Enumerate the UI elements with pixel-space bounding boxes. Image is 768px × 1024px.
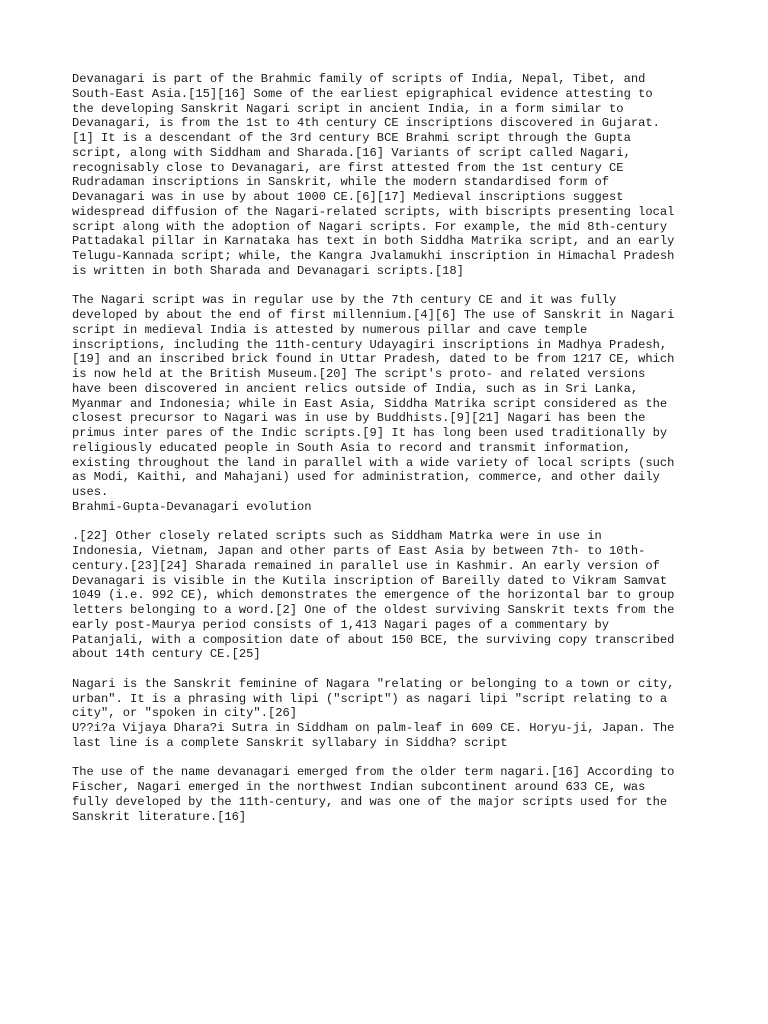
text-line: have been discovered in ancient relics outside of India, such as in Sri Lanka, (72, 381, 639, 396)
text-line: script in medieval India is attested by numerous pillar and cave temple (72, 322, 588, 337)
text-line: inscriptions, including the 11th-century Udayagiri inscriptions in Madhya Pradesh, (72, 337, 668, 352)
text-line: [19] and an inscribed brick found in Uttar Pradesh, dated to be from 1217 CE, which (72, 352, 675, 367)
text-line: script along with the adoption of Nagari scripts. For example, the mid 8th-century (72, 219, 668, 234)
text-line: urban". It is a phrasing with lipi ("script") as nagari lipi "script relating to a (72, 691, 668, 706)
paragraph-nagari-usage (72, 293, 712, 514)
text-line: U??i?a Vijaya Dhara?i Sutra in Siddham on palm-leaf in 609 CE. Horyu-ji, Japan. The (72, 721, 675, 735)
text-line: 1049 (i.e. 992 CE), which demonstrates the emergence of the horizontal bar to group (72, 588, 675, 603)
text-line: existing throughout the land in parallel with a wide variety of local scripts (such (72, 455, 675, 470)
text-line: religiously educated people in South Asia to record and transmit information, (72, 440, 631, 455)
text-line: letters belonging to a word.[2] One of the oldest surviving Sanskrit texts from the (72, 603, 675, 617)
text-line: script, along with Siddham and Sharada.[16] Variants of script called Nagari, (72, 145, 631, 160)
text-line: uses. (72, 485, 109, 499)
text-line: Devanagari is visible in the Kutila inscription of Bareilly dated to Vikram Samvat (72, 573, 668, 588)
text-line: is now held at the British Museum.[20] The script's proto- and related versions (72, 367, 646, 381)
text-line: is written in both Sharada and Devanagari scripts.[18] (72, 263, 464, 278)
text-line: The Nagari script was in regular use by the 7th century CE and it was fully (72, 293, 617, 308)
text-line: recognisably close to Devanagari, are first attested from the 1st century CE (72, 160, 624, 175)
text-line: .[22] Other closely related scripts such as Siddham Matrka were in use in (72, 529, 602, 544)
text-line: the developing Sanskrit Nagari script in ancient India, in a form similar to (72, 101, 624, 116)
text-line: last line is a complete Sanskrit syllabary in Siddha? script (72, 735, 508, 750)
text-line: [1] It is a descendant of the 3rd century BCE Brahmi script through the Gupta (72, 131, 631, 145)
text-line: Telugu-Kannada script; while, the Kangra Jvalamukhi inscription in Himachal Pradesh (72, 249, 675, 263)
text-line: fully developed by the 11th-century, and was one of the major scripts used for the (72, 794, 668, 809)
text-line: about 14th century CE.[25] (72, 647, 261, 662)
text-line: early post-Maurya period consists of 1,413 Nagari pages of a commentary by (72, 617, 610, 632)
text-line: developed by about the end of first millennium.[4][6] The use of Sanskrit in Nagari (72, 308, 675, 322)
paragraph-related-scripts (72, 529, 712, 662)
text-line: widespread diffusion of the Nagari-related scripts, with biscripts presenting local (72, 204, 675, 219)
text-line: Patanjali, with a composition date of about 150 BCE, the surviving copy transcribed (72, 632, 675, 647)
text-line: century.[23][24] Sharada remained in parallel use in Kashmir. An early version of (72, 558, 660, 573)
text-line: Indonesia, Vietnam, Japan and other parts of East Asia by between 7th- to 10th- (72, 544, 646, 558)
text-line: as Modi, Kaithi, and Mahajani) used for administration, commerce, and other daily (72, 470, 660, 485)
paragraph-etymology (72, 677, 712, 751)
text-line: The use of the name devanagari emerged from the older term nagari.[16] According to (72, 765, 675, 780)
text-line: Nagari is the Sanskrit feminine of Nagara "relating or belonging to a town or city, (72, 676, 675, 691)
paragraph-origins (72, 72, 712, 279)
text-line: Devanagari, is from the 1st to 4th century CE inscriptions discovered in Gujarat. (72, 116, 660, 131)
paragraph-name-devanagari (72, 765, 712, 824)
text-line: Devanagari was in use by about 1000 CE.[6][17] Medieval inscriptions suggest (72, 190, 624, 204)
text-line: Sanskrit literature.[16] (72, 809, 247, 824)
text-line: Pattadakal pillar in Karnataka has text in both Siddha Matrika script, and an early (72, 234, 675, 249)
text-line: Rudradaman inscriptions in Sanskrit, while the modern standardised form of (72, 175, 610, 190)
text-line: Myanmar and Indonesia; while in East Asia, Siddha Matrika script considered as the (72, 396, 668, 411)
text-line: Devanagari is part of the Brahmic family of scripts of India, Nepal, Tibet, and (72, 72, 646, 86)
text-line: South-East Asia.[15][16] Some of the earliest epigraphical evidence attesting to (72, 86, 653, 101)
text-line: primus inter pares of the Indic scripts.[9] It has long been used traditionally by (72, 426, 668, 440)
text-line: closest precursor to Nagari was in use by Buddhists.[9][21] Nagari has been the (72, 411, 646, 426)
text-line: city", or "spoken in city".[26] (72, 706, 297, 721)
text-line: Brahmi-Gupta-Devanagari evolution (72, 499, 312, 514)
text-line: Fischer, Nagari emerged in the northwest Indian subcontinent around 633 CE, was (72, 780, 646, 794)
document-page (72, 72, 712, 839)
